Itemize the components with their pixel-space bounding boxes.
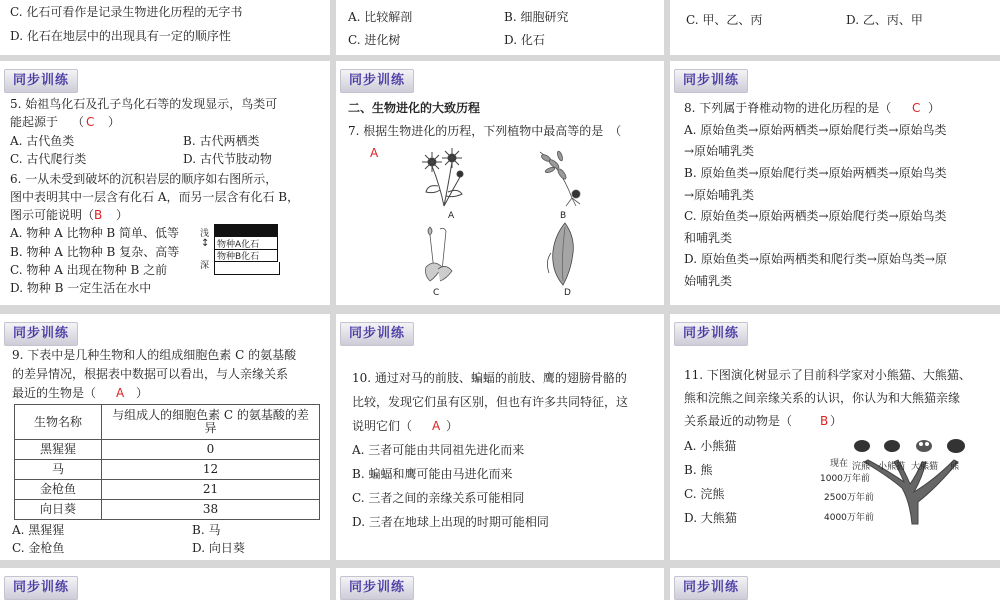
section-tag: 同步训练: [340, 69, 414, 93]
q8-option-c: C. 原始鱼类→原始两栖类→原始爬行类→原始鸟类: [684, 209, 947, 223]
panel-bottom-left: [0, 568, 330, 600]
panel-top-right: [670, 0, 1000, 55]
q11-stem: 11. 下图演化树显示了目前科学家对小熊猫、大熊猫、: [684, 368, 971, 382]
q9-stem: 9. 下表中是几种生物和人的组成细胞色素 C 的氨基酸: [12, 348, 297, 362]
panel-q8: [670, 61, 1000, 305]
q11-option-d: D. 大熊猫: [684, 511, 737, 525]
plant-a-flower-image: [416, 146, 476, 210]
giant-panda-icon: [916, 440, 932, 452]
q8-option-c-cont: 和哺乳类: [684, 231, 733, 245]
q5-stem: 5. 始祖鸟化石及孔子鸟化石等的发现显示，鸟类可: [10, 97, 278, 111]
q9-option-c: C. 金枪鱼: [12, 541, 65, 555]
q6-answer: B: [94, 208, 103, 222]
q8-option-a-cont: →原始哺乳类: [684, 144, 755, 158]
q9-answer: A: [116, 386, 125, 400]
tree-animal-giant-panda: 大熊猫: [911, 462, 939, 472]
bottom-layer: [214, 262, 280, 275]
q5-option-d: D. 古代节肢动物: [183, 152, 272, 166]
q9-option-d: D. 向日葵: [192, 541, 245, 555]
q5-stem-2: 能起源于: [10, 115, 59, 129]
section-tag: 同步训练: [674, 322, 748, 346]
tree-now-label: 现在: [830, 459, 849, 469]
tree-animal-raccoon: 浣熊: [852, 462, 871, 472]
q6-stem: 6. 一从未受到破坏的沉积岩层的顺序如右图所示，: [10, 172, 278, 186]
q9-stem-3: 最近的生物是（: [12, 386, 97, 400]
raccoon-icon: [854, 440, 870, 452]
panel-top-left: [0, 0, 330, 55]
q5-answer: C: [86, 115, 95, 129]
table-header-diff-line2: 异: [204, 421, 217, 435]
depth-arrow-icon: ↕: [201, 238, 210, 249]
section-tag: 同步训练: [4, 576, 78, 600]
table-row: [15, 500, 320, 520]
option-a: A. 比较解剖: [348, 10, 413, 24]
plant-a-label: A: [448, 211, 455, 221]
tree-animal-bear: 熊: [950, 462, 960, 472]
panel-top-mid: [336, 0, 664, 55]
table-row: [15, 460, 320, 480]
section-tag: 同步训练: [340, 576, 414, 600]
q11-stem-3: 关系最近的动物是（: [684, 414, 793, 428]
tree-time-1000: 1000万年前: [820, 474, 870, 484]
table-cell-name: 黑猩猩: [15, 440, 102, 460]
table-cell-name: 向日葵: [15, 500, 102, 520]
q6-option-a: A. 物种 A 比物种 B 简单、低等: [10, 226, 180, 240]
q6-stem-2: 图中表明其中一层含有化石 A，而另一层含有化石 B，: [10, 190, 300, 204]
option-d: D. 乙、丙、甲: [846, 13, 923, 27]
table-cell-value: 38: [102, 500, 320, 520]
q11-answer: B: [820, 414, 829, 428]
panel-bottom-mid: [336, 568, 664, 600]
tree-animal-red-panda: 小熊猫: [878, 462, 906, 472]
tree-time-2500: 2500万年前: [824, 493, 874, 503]
table-cell-name: 金枪鱼: [15, 480, 102, 500]
plant-c-label: C: [433, 288, 440, 298]
plant-b-label: B: [560, 211, 567, 221]
deep-label: 深: [200, 261, 210, 271]
option-c: C. 甲、乙、丙: [686, 13, 763, 27]
q10-option-a: A. 三者可能由共同祖先进化而来: [352, 443, 525, 457]
panel-q9: [0, 314, 330, 560]
section-tag: 同步训练: [4, 69, 78, 93]
panel-q7: [336, 61, 664, 305]
section-heading: 二、生物进化的大致历程: [348, 101, 481, 115]
option-c: C. 进化树: [348, 33, 401, 47]
q10-option-c: C. 三者之间的亲缘关系可能相同: [352, 491, 525, 505]
q8-option-a: A. 原始鱼类→原始两栖类→原始爬行类→原始鸟类: [684, 123, 947, 137]
section-tag: 同步训练: [4, 322, 78, 346]
q8-option-d-cont: 始哺乳类: [684, 274, 733, 288]
q8-answer: C: [912, 101, 921, 115]
table-cell-value: 21: [102, 480, 320, 500]
q6-option-d: D. 物种 B 一定生活在水中: [10, 281, 152, 295]
shallow-label: 浅: [200, 229, 210, 239]
panel-q10: [336, 314, 664, 560]
rock-layers-figure: [200, 224, 280, 274]
evolution-tree-figure: [818, 432, 978, 528]
q10-option-b: B. 蝙蝠和鹰可能由马进化而来: [352, 467, 513, 481]
q6-bracket-close: ）: [116, 208, 129, 222]
q11-option-b: B. 熊: [684, 463, 713, 477]
q10-bracket-close: ）: [446, 419, 459, 433]
q9-option-b: B. 马: [192, 523, 221, 537]
table-cell-value: 12: [102, 460, 320, 480]
q10-option-d: D. 三者在地球上出现的时期可能相同: [352, 515, 549, 529]
layer-a-label: 物种A化石: [217, 240, 260, 250]
table-row: [15, 440, 320, 460]
table-header-diff: [102, 405, 320, 440]
q8-bracket-close: ）: [928, 101, 941, 115]
panel-bottom-right: [670, 568, 1000, 600]
red-panda-icon: [884, 440, 900, 452]
q11-stem-2: 熊和浣熊之间亲缘关系的认识，你认为和大熊猫亲缘: [684, 391, 961, 405]
section-tag: 同步训练: [674, 576, 748, 600]
q11-option-c: C. 浣熊: [684, 487, 725, 501]
section-tag: 同步训练: [674, 69, 748, 93]
q6-option-c: C. 物种 A 出现在物种 B 之前: [10, 263, 168, 277]
tree-time-4000: 4000万年前: [824, 513, 874, 523]
q8-option-b-cont: →原始哺乳类: [684, 188, 755, 202]
table-cell-name: 马: [15, 460, 102, 480]
table-header-row: [15, 405, 320, 440]
panel-q5-q6: [0, 61, 330, 305]
q6-stem-3: 图示可能说明（: [10, 208, 95, 222]
top-layer: [214, 224, 278, 236]
layer-a: [214, 236, 278, 250]
option-d: D. 化石: [504, 33, 545, 47]
table-cell-value: 0: [102, 440, 320, 460]
option-d: D. 化石在地层中的出现具有一定的顺序性: [10, 29, 231, 43]
q9-option-a: A. 黑猩猩: [12, 523, 65, 537]
q5-option-b: B. 古代两栖类: [183, 134, 260, 148]
amino-acid-table: [14, 404, 320, 520]
q10-stem: 10. 通过对马的前肢、蝙蝠的前肢、鹰的翅膀骨骼的: [352, 371, 627, 385]
q7-answer: A: [370, 146, 379, 160]
q10-stem-3: 说明它们（: [352, 419, 413, 433]
layer-b: [214, 249, 278, 262]
layer-b-label: 物种B化石: [217, 252, 260, 262]
table-header-diff-line1: 与组成人的细胞色素 C 的氨基酸的差: [112, 408, 309, 422]
q7-stem: 7. 根据生物进化的历程，下列植物中最高等的是 （: [348, 124, 622, 138]
table-header-name: 生物名称: [15, 405, 102, 440]
q8-stem: 8. 下列属于脊椎动物的进化历程的是（: [684, 101, 892, 115]
plant-d-label: D: [564, 288, 571, 298]
q5-option-a: A. 古代鱼类: [10, 134, 75, 148]
q10-answer: A: [432, 419, 441, 433]
q5-option-c: C. 古代爬行类: [10, 152, 87, 166]
plant-d-alga-image: [541, 221, 585, 287]
plant-b-fern-image: [536, 146, 588, 208]
table-row: [15, 480, 320, 500]
q9-bracket-close: ）: [136, 386, 149, 400]
q5-bracket: （: [72, 115, 85, 129]
bear-icon: [947, 439, 965, 453]
q8-option-d: D. 原始鱼类→原始两栖类和爬行类→原始鸟类→原: [684, 252, 947, 266]
q9-stem-2: 的差异情况，根据表中数据可以看出，与人亲缘关系: [12, 367, 289, 381]
q10-stem-2: 比较，发现它们虽有区别，但也有许多共同特征，这: [352, 395, 629, 409]
q11-bracket-close: ）: [830, 414, 843, 428]
section-tag: 同步训练: [340, 322, 414, 346]
q11-option-a: A. 小熊猫: [684, 439, 737, 453]
option-c: C. 化石可看作是记录生物进化历程的无字书: [10, 5, 243, 19]
q8-option-b: B. 原始鱼类→原始爬行类→原始两栖类→原始鸟类: [684, 166, 947, 180]
q5-bracket-close: ）: [108, 115, 121, 129]
plant-c-moss-image: [416, 223, 466, 285]
option-b: B. 细胞研究: [504, 10, 569, 24]
q6-option-b: B. 物种 A 比物种 B 复杂、高等: [10, 245, 180, 259]
